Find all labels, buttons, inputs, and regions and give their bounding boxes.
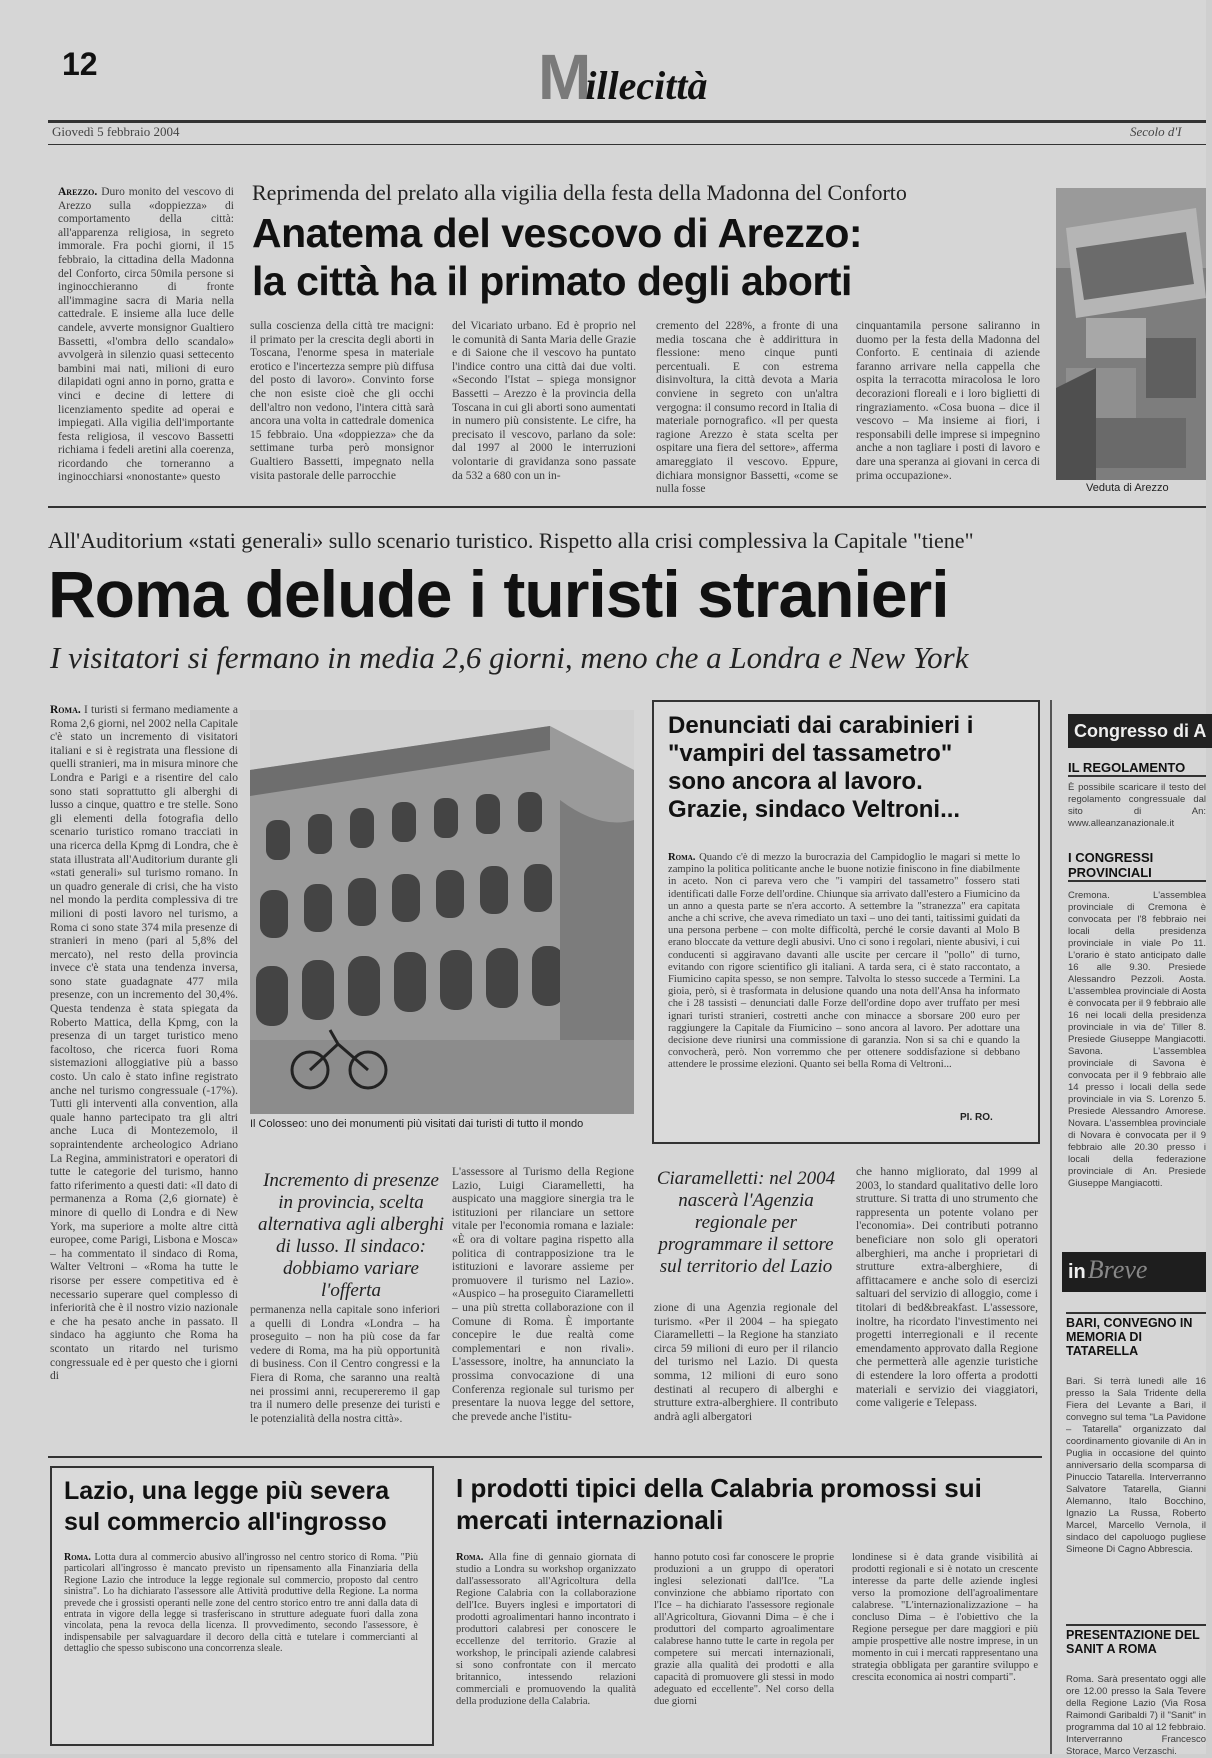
roma-bottom-rule <box>48 1456 1042 1458</box>
arezzo-aerial-image <box>1056 188 1206 480</box>
roma-kicker: All'Auditorium «stati generali» sullo scenario turistico. Rispetto alla crisi complessiva la Capitale "tiene" <box>48 528 974 553</box>
regolamento-text: È possibile scaricare il testo del regolamento congressuale dal sito di An: www.alleanzanazionale.it <box>1068 782 1206 829</box>
calabria-headline: I prodotti tipici della Calabria promossi sui mercati internazionali <box>456 1473 982 1535</box>
roma-col-4b: zione di una Agenzia regionale del turismo. «Per il 2004 – ha spiegato Ciaramelletti – la Regione ha stanziato circa 59 milioni di euro per il rilancio del turismo nel Lazio. Di questa somma, 12 milioni di euro sono destinati al recupero di alberghi e strutture extra-alberghiere. Il contributo andrà agli albergatori <box>654 1302 838 1423</box>
arezzo-col-2: sulla coscienza della città tre macigni: il primato per la crescita degli aborti in Toscana, l'enorme spesa in materiale erotico e l'incertezza sempre più diffusa del posto di lavoro». Convinto forse che non esiste cioè che gli occhi dell'altro non vedono, l'intera città sarà ancora una volta in cattedrale domenica 15 febbraio. Una «doppiezza» che da settimane turba però monsignor Gualtiero Bassetti, impegnato nella visita pastorale delle parrocchie <box>250 320 434 482</box>
calabria-col-2: hanno potuto così far conoscere le proprie produzioni a un gruppo di operatori inglesi selezionati dall'Ice. "La convinzione che abbiamo riportato con l'Ice – ha dichiarato l'assessore regionale all'Agricoltura, Giovanni Dima – è che i produttori del comparto agroalimentare calabrese hanno tutte le carte in regola per competere sui mercati internazionali, grazie alla qualità dei prodotti e alla capacità di promuovere gli stessi in modo adeguato ed eccellente". Nel corso della due giorni <box>654 1552 834 1707</box>
sanit-heading: PRESENTAZIONE DEL SANIT A ROMA <box>1066 1624 1206 1656</box>
roma-headline: Roma delude i turisti stranieri <box>48 557 949 631</box>
taxi-signature: PI. RO. <box>960 1112 993 1123</box>
colosseum-photo <box>250 710 634 1114</box>
arezzo-lead-place: Arezzo. <box>58 186 98 198</box>
calabria-lead-place: Roma. <box>456 1552 484 1563</box>
roma-text-1: I turisti si fermano mediamente a Roma 2,6 giorni, nel 2002 nella Capitale c'è stato un incremento di visitatori italiani e si è registrata una flessione di quelli stranieri, ma in misura minore che Londra e Parigi e a risentire del calo sono stati soprattutto gli alberghi di lusso a cinque, quattro e tre stelle. Sono gli elementi della fotografia dello scenario turistico romano tracciati in una ricerca della Kpmg di Londra, che è stata illustrata all'Auditorium durante gli «stati generali» sul turismo romano. In un quadro generale di crisi, che ha visto nel mondo la perdita complessiva di tre milioni di posti lavoro nel turismo, a Roma ci sono state 374 mila presenze di stranieri in meno (pari al 5,8% del mercato), nel resto della provincia invece c'è stata una tendenza inversa, sono state guadagnate 477 mila presenze, con un incremento del 30,4%. Questa tendenza è stata spiegata da Roberto Mattica, della Kpmg, con la presenza di un target turistico meno facoltoso, che ricerca fuori Roma sistemazioni alloggiative più a basso costo. Un calo è stato infine registrato anche nel turismo congressuale (-17%). Tutti gli interventi alla convention, alla quale hanno partecipato tra gli altri anche Luca di Montezemolo, il sopraintendente archeologico Adriano La Regina, amministratori e operatori di tutte le categorie del turismo, hanno fatto riferimento a questi dati: «Il dato di permanenza a Roma (2,6 giornate) è minore di quello di Londra e di New York, ma superiore a molte altre città europee, come Parigi, Lisbona e Mosca» – ha commentato il sindaco di Roma, Walter Veltroni – «Roma ha tutte le risorse per essere competitiva ed è necessario superare quel complesso di inferiorità che è il nostro vizio nazionale e che ha pesato anche in passato. Il sindaco ha aggiunto che Roma ha scontato un ritardo nel turismo congressuale ed è per questo che i giorni di <box>50 704 238 1383</box>
masthead-rule-lower <box>48 144 1206 145</box>
arezzo-col-5: cinquantamila persone saliranno in duomo per la festa della Madonna del Conforto. E centinaia di aziende faranno arrivare nella cappella che ospita la terracotta miracolosa le loro decorazioni floreali e i loro biglietti di ringraziamento. «Cosa buona – dice il vescovo – Ma insieme ai fiori, i responsabili delle imprese si impegnino anche a non tagliare i posti di lavoro e dare una speranza ai giovani in cerca di prima occupazione». <box>856 320 1040 482</box>
inbreve-in: in <box>1068 1261 1086 1283</box>
lazio-text: Lotta dura al commercio abusivo all'ingrosso nel centro storico di Roma. "Più particolari all'ingrosso è mancato previsto un ripensamento alla Finanziaria della Regione Lazio che introduce la legge regionale sul commercio, proposto dal centro sinistra". Lo ha dichiarato l'assessore alle Attività produttive della Regione. La norma prevede che i grossisti operanti nelle zone del centro storico entro tre anni dalla data di entrata in vigore della legge si trasferiscano in strutture adeguate fuori dalla zona vincolata, pena la revoca della licenza. Il provvedimento, secondo l'assessore, è indispensabile per salvaguardare il decoro della città e tutelare i commercianti al dettaglio che spesso subiscono una concorrenza sleale. <box>64 1552 418 1655</box>
page-number: 12 <box>62 46 98 82</box>
arezzo-photo <box>1056 188 1206 480</box>
congressi-heading: I CONGRESSI PROVINCIALI <box>1068 850 1206 882</box>
taxi-body <box>668 852 1020 1110</box>
colosseum-caption: Il Colosseo: uno dei monumenti più visitati dai turisti di tutto il mondo <box>250 1118 584 1130</box>
congress-banner <box>1068 714 1212 748</box>
roma-col-5: che hanno migliorato, dal 1999 al 2003, lo standard qualitativo delle loro strutture. Si tratta di uno strumento che rappresenta un potente volano per l'economia». Dei contributi potranno beneficiare non solo gli operatori alberghieri, ma anche i proprietari di strutture extra-alberghiere, di affittacamere e anche solo di esercizi saltuari del servizio di alloggio, come i titolari di bed&breakfast. L'assessore, inoltre, ha ricordato l'investimento nei progetti interregionali e il recente emendamento approvato dalla Regione che permetterà alle agenzie turistiche di estendere la loro offerta a prodotti materiali e servizio dei viaggiatori, come valigerie e Telepass. <box>856 1166 1038 1410</box>
paper-name: Secolo d'I <box>1130 124 1182 139</box>
arezzo-col-1 <box>58 186 234 492</box>
roma-lead-place: Roma. <box>50 704 81 716</box>
taxi-text: Quando c'è di mezzo la burocrazia del Campidoglio le magari si mette lo zampino la politica politicante anche le buone notizie finiscono in fine diabilmente in aceto. Non ci pareva vero che "i vampiri del tassametro" fossero stati identificati dalle Forze dell'ordine. Chiunque sia arrivato dall'estero a Fiumicino da un anno a questa parte se n'era accorto. A settembre la "stranezza" era capitata anche a chi scrive, che aveva rimediato un taxi – uno dei tanti, taitissimi guidati da una persona perbene – con molte difficoltà, perché le corsie davanti al Molo B erano bloccate da vetture degli abusivi. Uno ci sono i regolari, niente abusivi, i cui conducenti si aggiravano davanti alle uscite per cercare il "pollo" di turno, evitando con rigore scientifico gli italiani. A tarda sera, ci è stato raccontato, a Fiumicino capita spesso, se non sempre. Talvolta lo stesso succede a Termini. La gioia, però, si è trasformata in delusione quando una nota dell'Ansa ha informato che i 28 tassisti – denunciati dalle Forze dell'ordine dopo aver truffato per mesi ignari turisti stranieri, costretti anche con minacce a sborsare 200 euro per raggiungere la Capitale da Fiumicino – sono ancora al lavoro. Per adottare una decisione deve riunirsi una commissione di garanzia. Non si sa chi e quando la convocherà, però. Non vorremmo che per ottenere soddisfazione si debbano attendere le prossime elezioni. Quanto sei bella Roma di Veltroni... <box>668 852 1020 1071</box>
section-title-rest: illecittà <box>585 63 708 108</box>
masthead-rule <box>48 120 1206 123</box>
inbreve-rest: Breve <box>1087 1255 1148 1284</box>
congressi-text: Cremona. L'assemblea provinciale di Cremona è convocata per l'8 febbraio nei locali della presidenza provinciale in viale Po 11. L'orario è stato anticipato dalle 16 alle 9.30. Presiede Alessandro Pezzoli. Aosta. L'assemblea provinciale di Aosta è convocata per il 9 febbraio alle 16 nei locali della presidenza provinciale in via de' Tiller 8. Presiede Giuseppe Mangiacotti. Savona. L'assemblea provinciale di Savona è convocata per il 9 febbraio alle 14 presso i locali della sede provinciale in via S. Lorenzo 5. Presiede Alessandro Amorese. Novara. L'assemblea provinciale di Novara è convocata per il 9 febbraio alle 20.30 presso i locali della federazione provinciale di An. Presiede Giuseppe Mangiacotti. <box>1068 890 1206 1189</box>
arezzo-col-3: del Vicariato urbano. Ed è proprio nel le comunità di Santa Maria delle Grazie e di Saione che il vescovo ha puntato l'indice contro una città dai due volti. «Secondo l'Istat – spiega monsignor Bassetti – Arezzo è la provincia della Toscana in cui gli aborti sono aumentati in numero più consistente. Le cifre, ha precisato il vescovo, parlano da sole: dal 1997 al 2000 le interruzioni volontarie di gravidanza sono passate da 532 a 680 con un in- <box>452 320 636 482</box>
calabria-col-1 <box>456 1552 636 1742</box>
arezzo-headline-2: la città ha il primato degli aborti <box>252 258 852 304</box>
arezzo-col-4: cremento del 228%, a fronte di una media toscana che è addirittura in flessione: meno cinque punti percentuali. E con estrema disinvoltura, la città devota a Maria conviene in segreto con un'altra vergogna: il consumo record in Italia di materiale pornografico. «Il per questa ragione Arezzo è stata scelta per ospitare una fiera del settore», afferma amareggiato il vescovo. Eppure, dichiara monsignor Bassetti, «come se nulla fosse <box>656 320 838 496</box>
sanit-text: Roma. Sarà presentato oggi alle ore 12.00 presso la Sala Tevere della Regione Lazio (Via Rosa Raimondi Garibaldi 7) il "Sanit" in programma dal 10 al 12 febbraio. Interverranno Francesco Storace, Marco Verzaschi. <box>1066 1674 1206 1757</box>
arezzo-photo-caption: Veduta di Arezzo <box>1086 482 1169 494</box>
arezzo-bottom-rule <box>48 506 1206 508</box>
bari-heading: BARI, CONVEGNO IN MEMORIA DI TATARELLA <box>1066 1312 1206 1358</box>
colosseum-image <box>250 710 634 1114</box>
bari-text: Bari. Si terrà lunedì alle 16 presso la Sala Tridente della Fiera del Levante a Bari, il convegno sul tema "La Pavidone – Tatarella" organizzato dal coordinamento giovanile di An in Puglia in occasione del quinto anniversario della scomparsa di Pinuccio Tatarella. Interverranno Salvatore Tatarella, Gianni Alemanno, Italo Bocchino, Ignazio La Russa, Roberto Marcel, Marcello Vernola, il sindaco del capoluogo pugliese Simeone Di Cagno Abbrescia. <box>1066 1376 1206 1555</box>
lazio-lead-place: Roma. <box>64 1552 91 1563</box>
roma-pullquote-1: Incremento di presenze in provincia, scelta alternativa agli alberghi di lusso. Il sindaco: dobbiamo variare l'offerta <box>257 1170 445 1301</box>
issue-date: Giovedì 5 febbraio 2004 <box>52 124 180 139</box>
roma-subhead: I visitatori si fermano in media 2,6 giorni, meno che a Londra e New York <box>50 640 969 675</box>
calabria-col-3: londinese si è data grande visibilità ai prodotti regionali e si è notato un crescente interesse da parte delle aziende inglesi verso la promozione dell'agroalimentare calabrese. "L'internazionalizzazione – ha concluso Dima – è l'obiettivo che la Regione persegue per dare maggiori e più ampie prospettive alle nostre imprese, in un momento in cui i mercati rappresentano una strategia obbligata per garantire sviluppo e crescita economica ai nostri comparti". <box>852 1552 1038 1683</box>
roma-col-2b: permanenza nella capitale sono inferiori a quelli di Londra «Londra – ha proseguito – non ha più cose da far vedere di Roma, ma ha più opportunità di business. Con il Centro congressi e la Fiera di Roma, che saranno una realtà nei prossimi anni, recupereremo il gap tra il numero delle presenze dei turisti e le potenzialità della nostra città». <box>250 1304 440 1425</box>
congress-banner-title: Congresso di A <box>1074 721 1207 741</box>
arezzo-headline-1: Anatema del vescovo di Arezzo: <box>252 210 863 256</box>
lazio-body <box>64 1552 418 1732</box>
lazio-headline: Lazio, una legge più severa sul commercio all'ingrosso <box>64 1477 390 1536</box>
arezzo-text-1: Duro monito del vescovo di Arezzo sulla «doppiezza» di comportamento della città: all'apparenza religiosa, in segreto immorale. Fra pochi giorni, il 15 febbraio, la cittadina della Madonna del Conforto, circa 50mila persone si inginocchieranno di fronte all'immagine sacra di Maria nella cattedrale. E insieme alla luce delle candele, avverte monsignor Gualtiero Bassetti, «l'ombra dello scandalo» avvolgerà in silenzio quasi settecento bambini mai nati, milioni di euro dilapidati ogni anno in porno, gratta e vinci e decine di lettere di licenziamento spedite ad operai e impiegati. Alla vigilia dell'importante festa religiosa, il vescovo Bassetti richiama i fedeli aretini alla coerenza, ricordando che torneranno a inginocchiarsi «nonostante» questo <box>58 186 234 484</box>
section-title <box>538 40 708 113</box>
taxi-lead-place: Roma. <box>668 852 696 863</box>
calabria-text-1: Alla fine di gennaio giornata di studio a Londra su workshop organizzato dall'assessorato all'Agricoltura della Regione Calabria con la collaborazione dell'Ice. Buyers inglesi e importatori di prodotti agroalimentari hanno incontrato i produttori calabresi per conoscere le eccellenze del territorio. Grazie al workshop, le principali aziende calabresi si sono confrontate con il mercato britannico, intessendo relazioni commerciali e promuovendo la qualità della produzione della Calabria. <box>456 1552 636 1707</box>
taxi-headline: Denunciati dai carabinieri i "vampiri del tassametro" sono ancora al lavoro. Grazie, sindaco Veltroni... <box>668 712 974 823</box>
regolamento-heading: IL REGOLAMENTO <box>1068 760 1206 777</box>
arezzo-kicker: Reprimenda del prelato alla vigilia della festa della Madonna del Conforto <box>252 180 907 205</box>
roma-col-3: L'assessore al Turismo della Regione Lazio, Luigi Ciaramelletti, ha auspicato una maggiore sinergia tra le istituzioni per rilanciare un settore vitale per l'economia romana e laziale: «È ora di voltare pagina rispetto alla politica di contrapposizione tra le istituzioni e lavorare assieme per promuovere il turismo nel Lazio». «Auspico – ha proseguito Ciaramelletti – una più stretta collaborazione con il Comune di Roma. È importante concepire le due realtà come complementari e non rivali». L'assessore, inoltre, ha annunciato la prossima convocazione di una Conferenza regionale sul turismo per presentare la nuova legge del settore, che prevede anche l'istitu- <box>452 1166 634 1423</box>
section-title-initial: M <box>538 41 590 113</box>
roma-pullquote-2: Ciaramelletti: nel 2004 nascerà l'Agenzia regionale per programmare il settore sul territorio del Lazio <box>656 1168 836 1277</box>
sidebar-divider <box>1050 700 1052 1754</box>
inbreve-banner <box>1062 1252 1206 1292</box>
